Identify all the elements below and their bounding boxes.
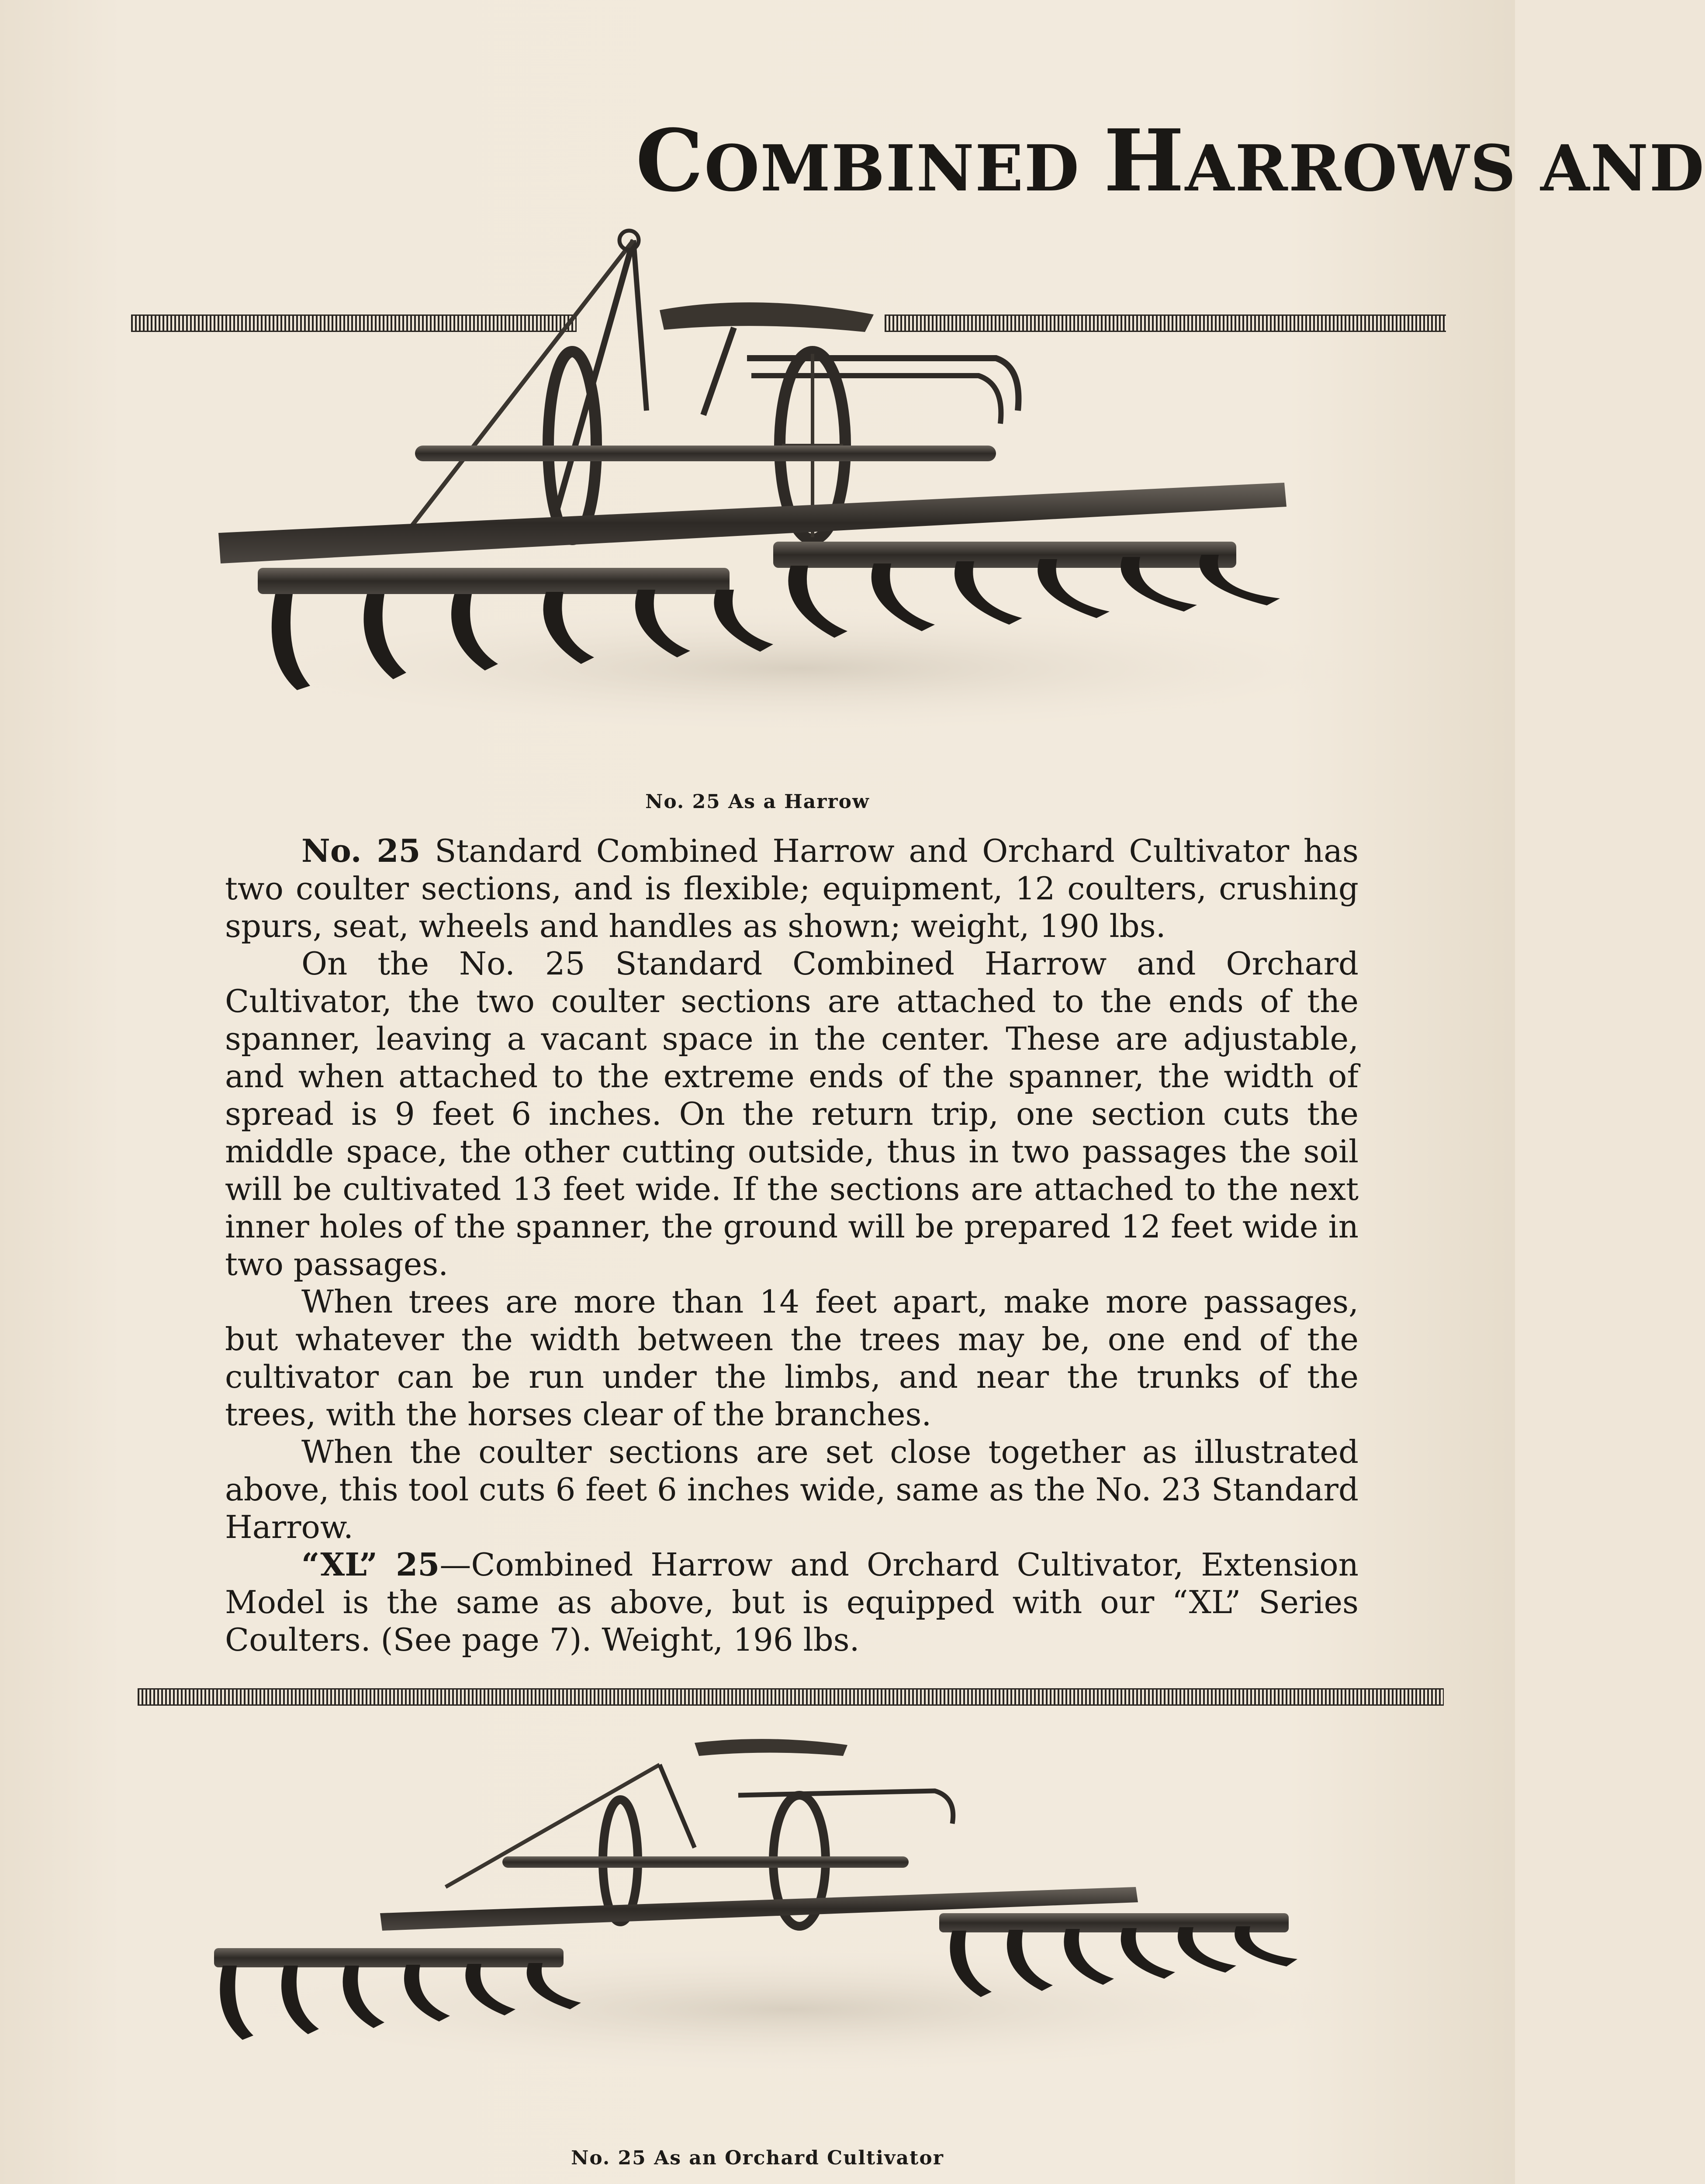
- bottom-figure-caption: No. 25 As an Orchard Cultivator: [571, 2147, 944, 2169]
- paragraph-1: No. 25 Standard Combined Harrow and Orchard Cultivator has two coulter sections, and is flexible; equipment, 12 coulters, crushing spurs, seat, wheels and handles as shown; weight, 190 lbs.: [225, 832, 1359, 944]
- paragraph-5: “XL” 25—Combined Harrow and Orchard Cultivator, Extension Model is the same as above, but is equipped with our “XL” Series Coulters. (See page 7). Weight, 196 lbs.: [225, 1546, 1359, 1658]
- paragraph-2: On the No. 25 Standard Combined Harrow and Orchard Cultivator, the two coulter sections are attached to the ends of the spanner, leaving a vacant space in the center. These are adjustable, and when attached to the extreme ends of the spanner, the width of spread is 9 feet 6 inches. On the return trip, one section cuts the middle space, the other cutting outside, thus in two passages the soil will be cultivated 13 feet wide. If the sections are attached to the next inner holes of the spanner, the ground will be prepared 12 feet wide in two passages.: [225, 945, 1359, 1282]
- orchard-cultivator-illustration: [201, 1730, 1372, 2079]
- page-title: COMBINED HARROWS AND: [636, 111, 1705, 211]
- paragraph-4: When the coulter sections are set close together as illustrated above, this tool cuts 6 feet 6 inches wide, same as the No. 23 Standard Harrow.: [225, 1434, 1359, 1545]
- harrow-illustration: [210, 227, 1380, 751]
- middle-rule: [138, 1688, 1444, 1706]
- paragraph-3: When trees are more than 14 feet apart, make more passages, but whatever the width between the trees may be, one end of the cultivator can be run under the limbs, and near the trunks of the trees, with the horses clear of the branches.: [225, 1283, 1359, 1433]
- top-figure-caption: No. 25 As a Harrow: [645, 791, 870, 813]
- body-text: [225, 832, 1359, 1659]
